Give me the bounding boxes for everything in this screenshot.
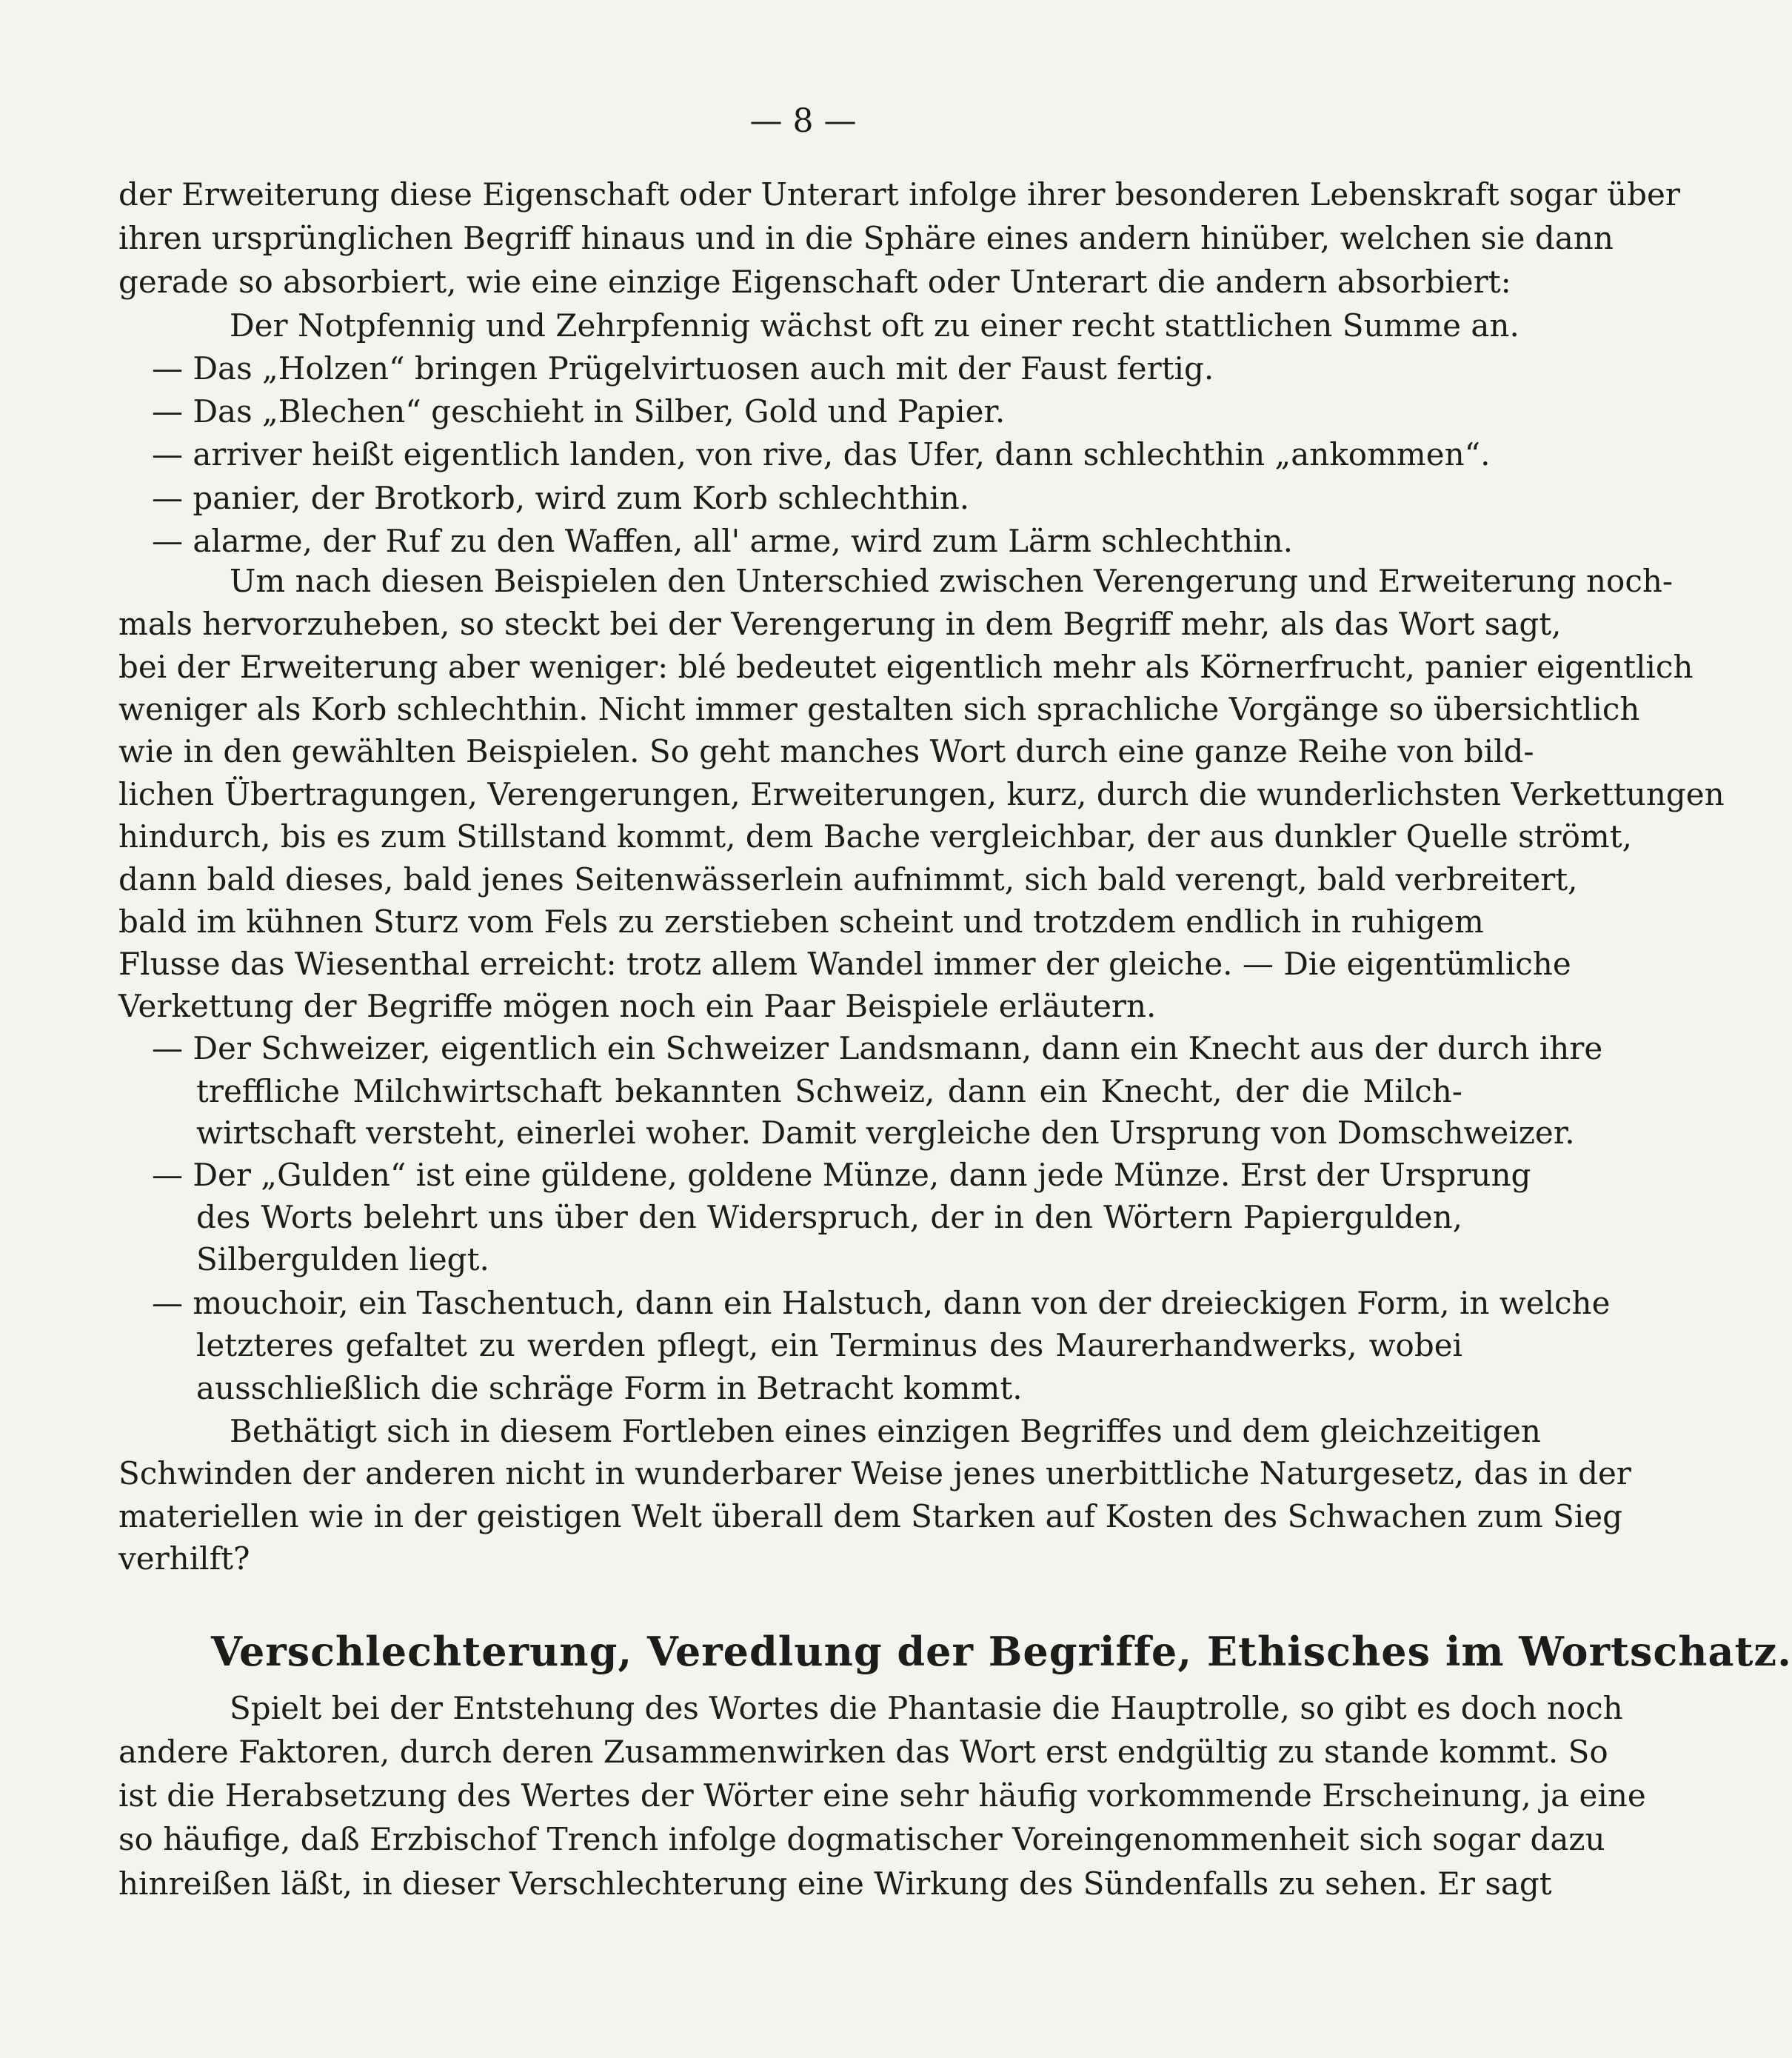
text-line: bald im kühnen Sturz vom Fels zu zerstieben scheint und trotzdem endlich in ruhigem [118, 903, 1484, 940]
text-line: hindurch, bis es zum Stillstand kommt, dem Bache vergleichbar, der aus dunkler Quelle strömt, [118, 818, 1632, 855]
text-line: bei der Erweiterung aber weniger: blé bedeutet eigentlich mehr als Körnerfrucht, panier eigentlich [118, 649, 1694, 685]
text-line: — alarme, der Ruf zu den Waffen, all' arme, wird zum Lärm schlechthin. [152, 523, 1294, 559]
text-line: — mouchoir, ein Taschentuch, dann ein Halstuch, dann von der dreieckigen Form, in welche [152, 1285, 1611, 1321]
text-line: ausschließlich die schräge Form in Betracht kommt. [196, 1370, 1023, 1406]
text-line: Verkettung der Begriffe mögen noch ein Paar Beispiele erläutern. [118, 988, 1157, 1024]
section-heading: Verschlechterung, Veredlung der Begriffe, Ethisches im Wortschatz. [211, 1628, 1792, 1675]
text-line: hinreißen läßt, in dieser Verschlechterung eine Wirkung des Sündenfalls zu sehen. Er sagt [118, 1865, 1552, 1902]
page-number: — 8 — [749, 102, 857, 140]
text-line: andere Faktoren, durch deren Zusammenwirken das Wort erst endgültig zu stande kommt. So [118, 1734, 1608, 1770]
text-line: Der Notpfennig und Zehrpfennig wächst oft zu einer recht stattlichen Summe an. [230, 307, 1519, 344]
text-line: mals hervorzuheben, so steckt bei der Verengerung in dem Begriff mehr, als das Wort sagt, [118, 606, 1562, 642]
text-line: gerade so absorbiert, wie eine einzige Eigenschaft oder Unterart die andern absorbiert: [118, 264, 1511, 300]
text-line: verhilft? [118, 1540, 250, 1577]
text-line: Silbergulden liegt. [196, 1241, 489, 1277]
text-line: ist die Herabsetzung des Wertes der Wörter eine sehr häufig vorkommende Erscheinung, ja eine [118, 1777, 1646, 1814]
text-line: materiellen wie in der geistigen Welt überall dem Starken auf Kosten des Schwachen zum Sieg [118, 1498, 1622, 1534]
text-line: der Erweiterung diese Eigenschaft oder Unterart infolge ihrer besonderen Lebenskraft sogar über [118, 176, 1680, 213]
text-line: so häufige, daß Erzbischof Trench infolge dogmatischer Voreingenommenheit sich sogar dazu [118, 1821, 1605, 1857]
text-line: wirtschaft versteht, einerlei woher. Damit vergleiche den Ursprung von Domschweizer. [196, 1115, 1575, 1151]
text-line: — panier, der Brotkorb, wird zum Korb schlechthin. [152, 480, 970, 516]
text-line: letzteres gefaltet zu werden pflegt, ein Terminus des Maurerhandwerks, wobei [196, 1327, 1462, 1363]
text-line: lichen Übertragungen, Verengerungen, Erweiterungen, kurz, durch die wunderlichsten Verkettungen [118, 776, 1725, 812]
text-line: — Der „Gulden“ ist eine güldene, goldene Münze, dann jede Münze. Erst der Ursprung [152, 1157, 1531, 1193]
text-line: des Worts belehrt uns über den Widerspruch, der in den Wörtern Papiergulden, [196, 1199, 1462, 1235]
text-line: — arriver heißt eigentlich landen, von rive, das Ufer, dann schlechthin „ankommen“. [152, 436, 1491, 472]
text-line: weniger als Korb schlechthin. Nicht immer gestalten sich sprachliche Vorgänge so übersichtlich [118, 691, 1640, 727]
text-line: ihren ursprünglichen Begriff hinaus und in die Sphäre eines andern hinüber, welchen sie dann [118, 220, 1614, 256]
text-line: Flusse das Wiesenthal erreicht: trotz allem Wandel immer der gleiche. — Die eigentümliche [118, 946, 1571, 982]
text-line: — Der Schweizer, eigentlich ein Schweizer Landsmann, dann ein Knecht aus der durch ihre [152, 1030, 1603, 1066]
text-line: Bethätigt sich in diesem Fortleben eines einzigen Begriffes und dem gleichzeitigen [230, 1413, 1541, 1449]
text-line: — Das „Blechen“ geschieht in Silber, Gold und Papier. [152, 393, 1006, 430]
text-line: treffliche Milchwirtschaft bekannten Schweiz, dann ein Knecht, der die Milch- [196, 1073, 1462, 1109]
text-line: wie in den gewählten Beispielen. So geht manches Wort durch eine ganze Reihe von bild- [118, 733, 1534, 769]
text-line: dann bald dieses, bald jenes Seitenwässerlein aufnimmt, sich bald verengt, bald verbreitert, [118, 861, 1578, 898]
text-line: — Das „Holzen“ bringen Prügelvirtuosen auch mit der Faust fertig. [152, 350, 1214, 387]
text-line: Schwinden der anderen nicht in wunderbarer Weise jenes unerbittliche Naturgesetz, das in der [118, 1455, 1631, 1491]
text-line: Um nach diesen Beispielen den Unterschied zwischen Verengerung und Erweiterung noch- [230, 563, 1674, 599]
text-line: Spielt bei der Entstehung des Wortes die Phantasie die Hauptrolle, so gibt es doch noch [230, 1690, 1623, 1726]
